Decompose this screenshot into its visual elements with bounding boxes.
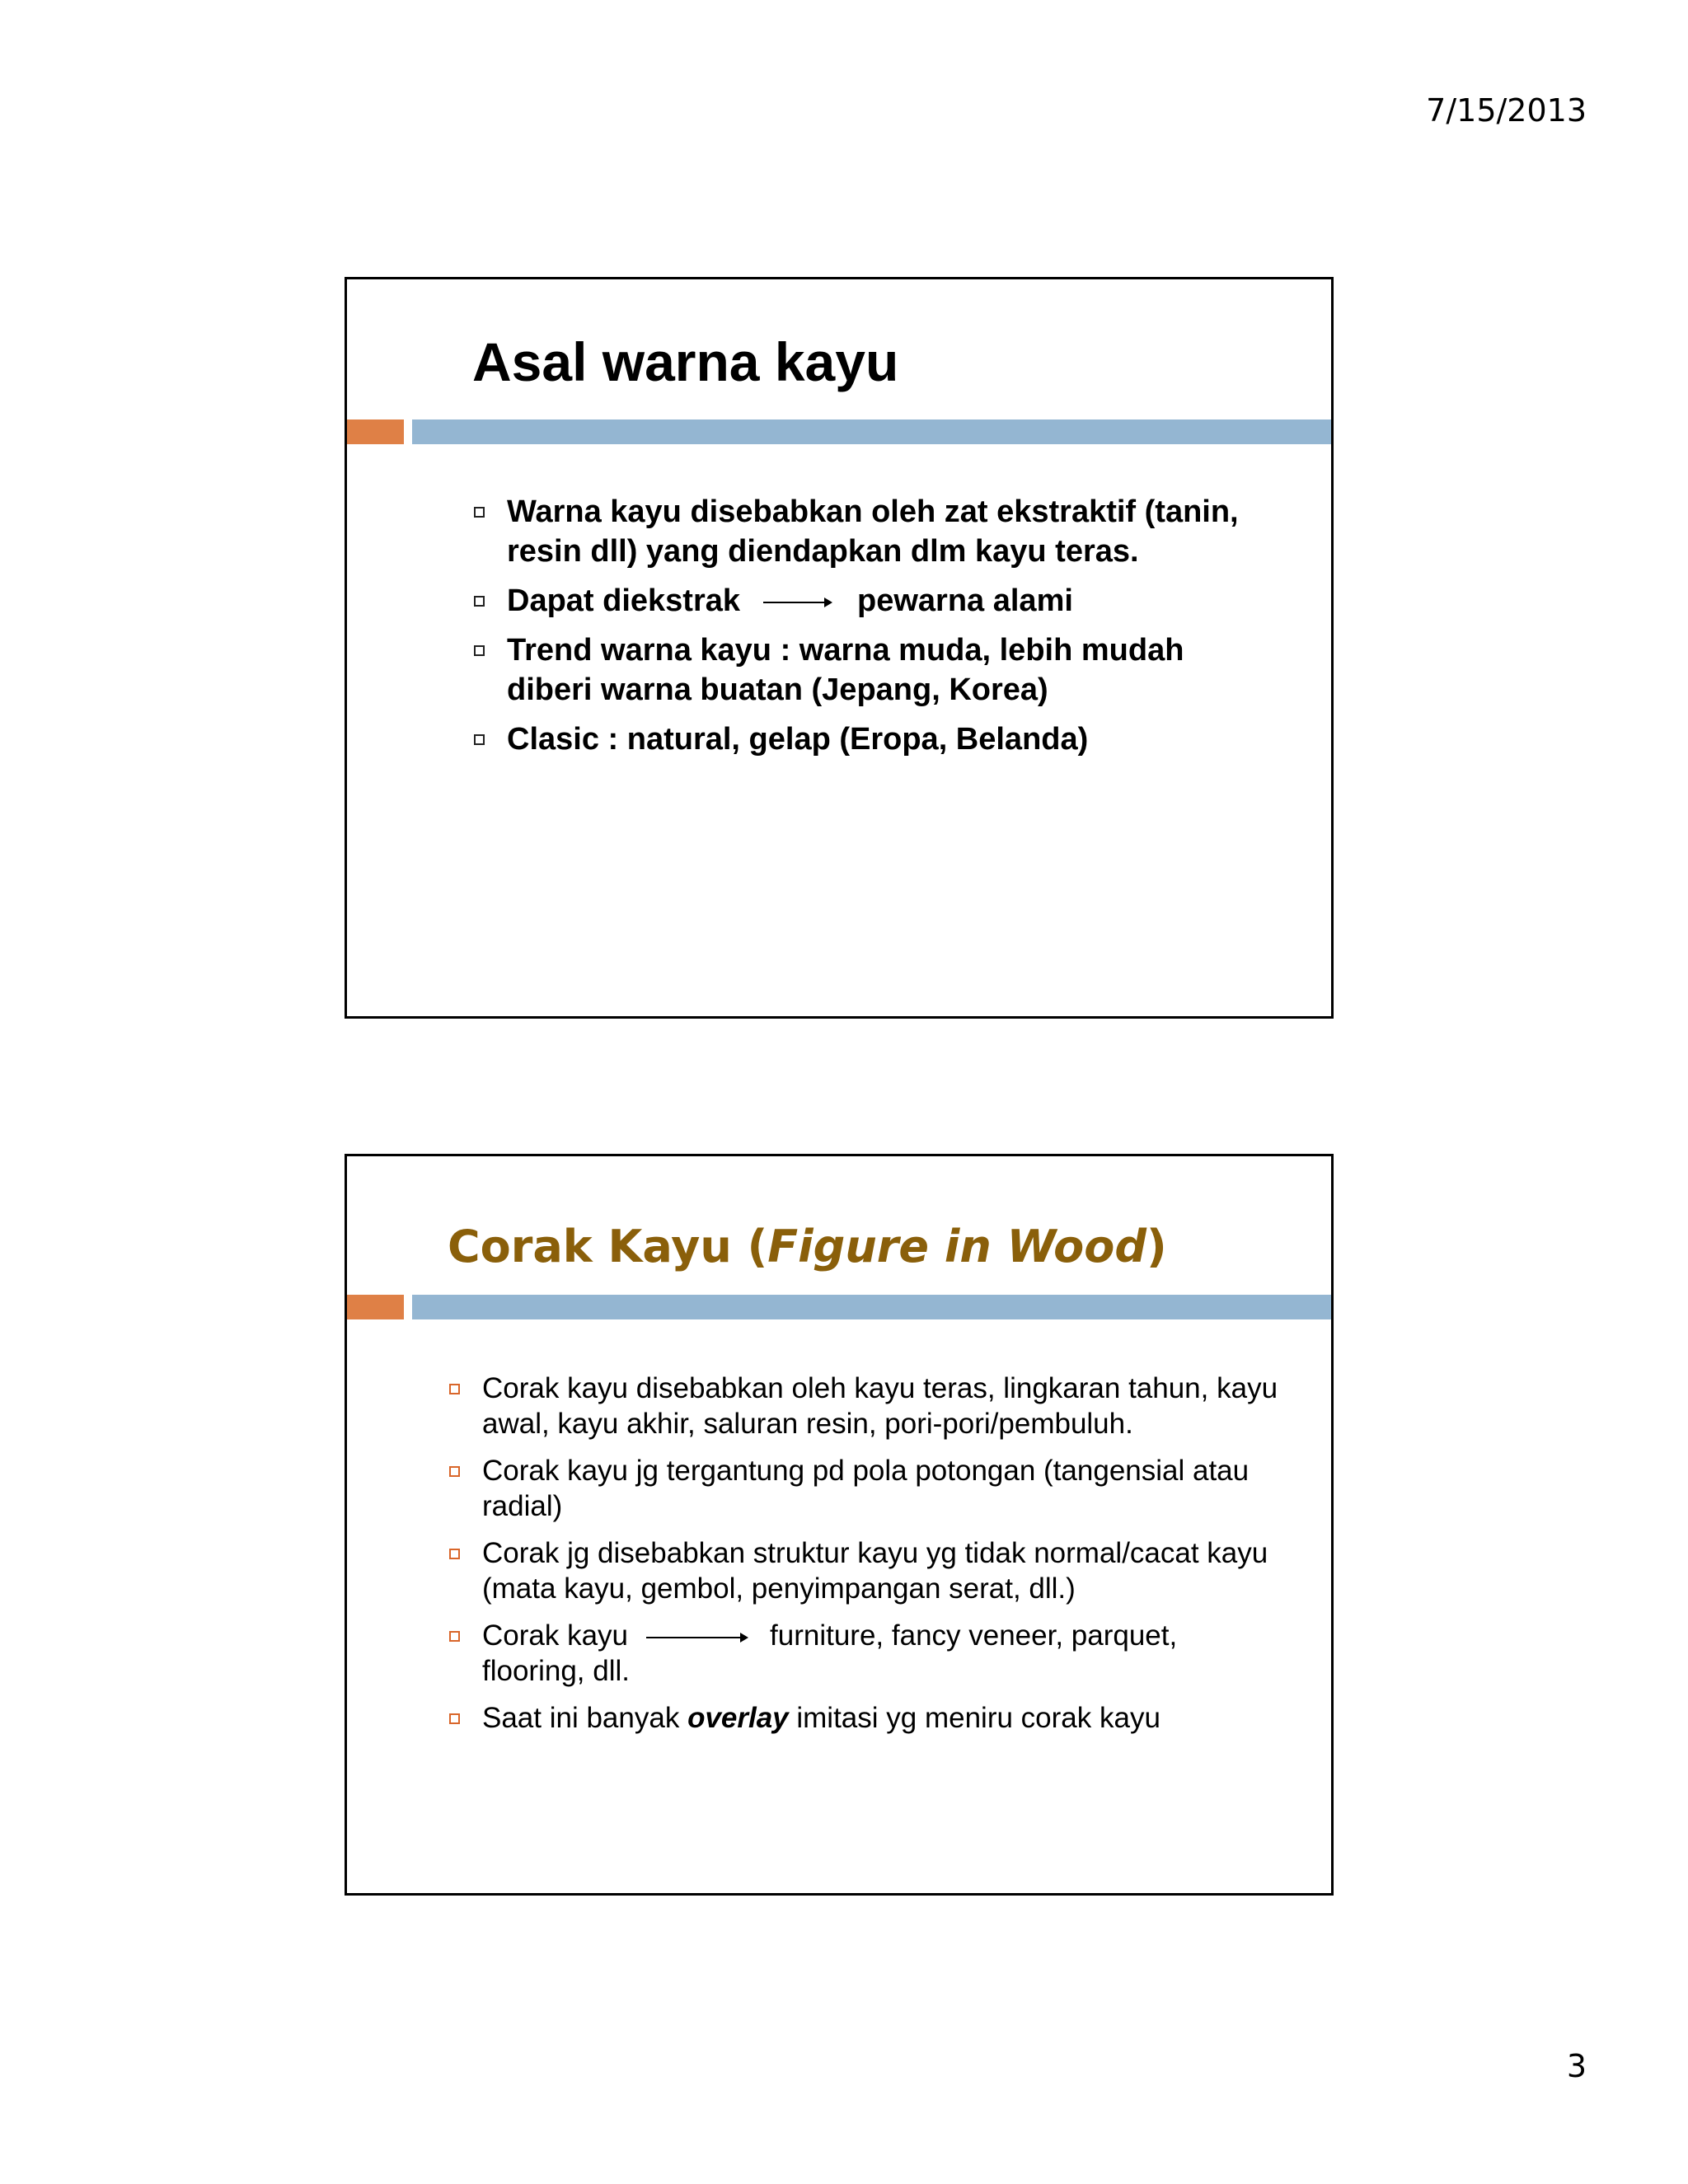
bullet-item [448,1618,1280,1689]
square-bullet-icon [449,1549,460,1559]
square-bullet-icon [449,1384,460,1394]
title-italic-text: Figure in Wood [767,1221,1147,1272]
bullet-emphasis: overlay [687,1702,789,1734]
square-bullet-icon [449,1466,460,1477]
slide-title: Asal warna kayu [472,331,899,392]
bullet-item [448,1700,1280,1736]
accent-bar-orange [347,419,404,444]
accent-bar-blue [412,419,1331,444]
bullet-text: furniture, fancy veneer, parquet, flooring, dll. [482,1619,1178,1687]
bullet-text: Corak kayu [482,1619,629,1652]
slide-title [448,1221,1167,1272]
bullet-text: pewarna alami [857,583,1073,618]
bullet-list [448,1371,1280,1747]
square-bullet-icon [474,596,485,607]
bullet-text: Warna kayu disebabkan oleh zat ekstraktif (tanin, resin dll) yang diendapkan dlm kayu teras. [507,494,1239,569]
bullet-text: Trend warna kayu : warna muda, lebih mudah diberi warna buatan (Jepang, Korea) [507,633,1184,707]
bullet-item [472,630,1264,710]
square-bullet-icon [449,1631,460,1642]
bullet-text: Clasic : natural, gelap (Eropa, Belanda) [507,722,1089,757]
bullet-text: Corak kayu jg tergantung pd pola potongan (tangensial atau radial) [482,1455,1250,1522]
bullet-item [448,1453,1280,1524]
title-text: Corak Kayu ( [448,1221,768,1272]
header-date: 7/15/2013 [1426,92,1587,129]
accent-bar-blue [412,1295,1331,1319]
bullet-text: Corak jg disebabkan struktur kayu yg tidak normal/cacat kayu (mata kayu, gembol, penyimpangan serat, dll.) [482,1537,1268,1605]
slide-asal-warna-kayu [345,277,1334,1019]
bullet-text: Dapat diekstrak [507,583,741,618]
square-bullet-icon [449,1713,460,1724]
title-text-end: ) [1146,1221,1167,1272]
bullet-text: imitasi yg meniru corak kayu [788,1702,1160,1734]
accent-bar-orange [347,1295,404,1319]
arrow-right-icon [763,602,831,603]
bullet-list [472,492,1264,769]
square-bullet-icon [474,507,485,518]
square-bullet-icon [474,645,485,656]
page-number: 3 [1566,2048,1587,2084]
bullet-item [472,581,1264,621]
bullet-text: Corak kayu disebabkan oleh kayu teras, lingkaran tahun, kayu awal, kayu akhir, saluran resin, pori-pori/pembuluh. [482,1372,1278,1440]
square-bullet-icon [474,734,485,745]
bullet-item [448,1535,1280,1606]
slide-corak-kayu [345,1154,1334,1896]
bullet-text: Saat ini banyak [482,1702,688,1734]
bullet-item [472,492,1264,571]
bullet-item [472,719,1264,759]
bullet-item [448,1371,1280,1441]
arrow-right-icon [646,1637,747,1638]
